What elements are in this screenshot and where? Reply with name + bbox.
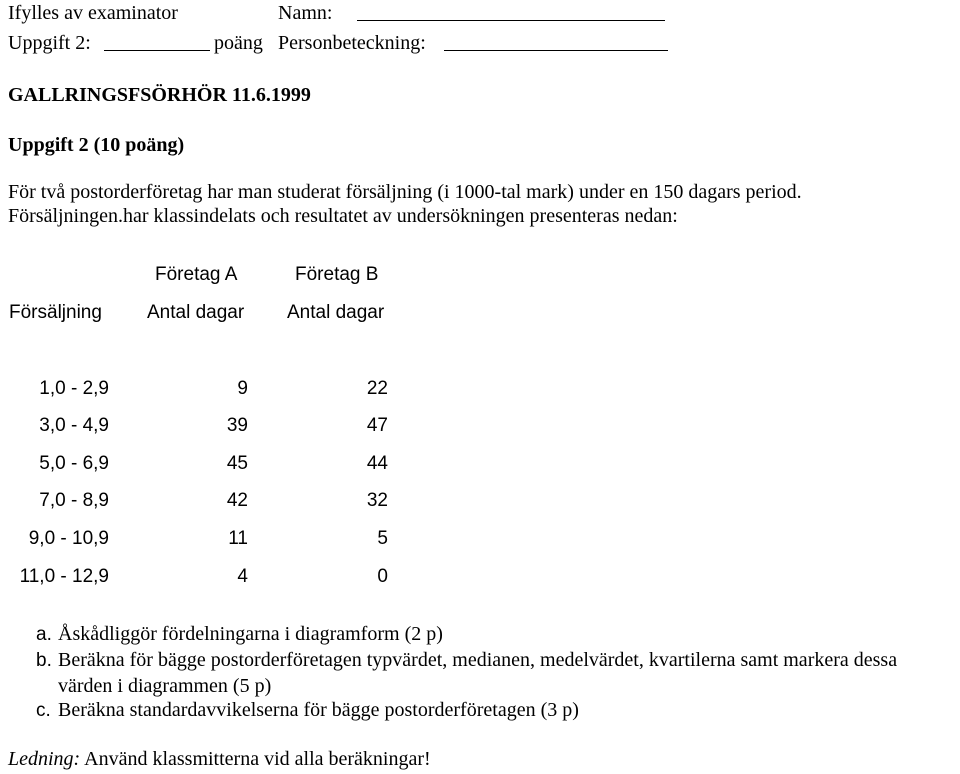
task-c-text: Beräkna standardavvikelserna för bägge postorderföretagen (3 p) (58, 699, 579, 721)
task-a-letter: a. (36, 624, 52, 645)
note-line (8, 748, 431, 771)
sales-column-header: Försäljning (9, 302, 102, 323)
note-label: Ledning: (8, 748, 81, 770)
table-row-a: 45 (226, 453, 248, 474)
task-label: Uppgift 2: (8, 32, 91, 54)
company-b-header: Företag B (295, 264, 379, 285)
table-row-a: 42 (226, 490, 248, 511)
table-row-range: 9,0 - 10,9 (28, 528, 109, 549)
points-line[interactable] (104, 50, 210, 51)
company-a-header: Företag A (155, 264, 238, 285)
days-a-column-header: Antal dagar (147, 302, 245, 323)
table-row-b: 5 (377, 528, 388, 549)
task-c-letter: c. (36, 700, 51, 721)
task-b-text: Beräkna för bägge postorderföretagen typvärdet, medianen, medelvärdet, kvartilerna samt markera dessa (58, 649, 898, 671)
table-row-range: 7,0 - 8,9 (39, 490, 109, 511)
id-line[interactable] (444, 50, 668, 51)
name-label: Namn: (278, 2, 333, 24)
task-b-letter: b. (36, 650, 52, 671)
task-a-text: Åskådliggör fördelningarna i diagramform (2 p) (58, 623, 443, 645)
table-row-a: 11 (228, 528, 248, 549)
intro-line-2: Försäljningen.har klassindelats och resultatet av undersökningen presenteras nedan: (8, 205, 678, 227)
id-label: Personbeteckning: (278, 32, 426, 54)
table-row-b: 0 (377, 566, 388, 587)
table-row-b: 22 (366, 378, 388, 399)
table-row-b: 32 (366, 490, 388, 511)
examiner-label: Ifylles av examinator (8, 2, 178, 24)
table-row-a: 4 (237, 566, 248, 587)
intro-line-1: För två postorderföretag har man studerat försäljning (i 1000-tal mark) under en 150 dagars period. (8, 181, 802, 203)
table-row-range: 3,0 - 4,9 (39, 415, 109, 436)
days-b-column-header: Antal dagar (287, 302, 385, 323)
doc-title: GALLRINGSFSÖRHÖR 11.6.1999 (8, 84, 311, 106)
task-b-text-cont: värden i diagrammen (5 p) (58, 675, 272, 697)
table-row-range: 1,0 - 2,9 (39, 378, 109, 399)
table-row-a: 39 (226, 415, 248, 436)
points-suffix: poäng (214, 32, 263, 54)
name-line[interactable] (357, 20, 665, 21)
table-row-a: 9 (237, 378, 248, 399)
table-row-b: 44 (366, 453, 388, 474)
table-row-range: 11,0 - 12,9 (19, 566, 109, 587)
table-row-range: 5,0 - 6,9 (39, 453, 109, 474)
table-row-b: 47 (366, 415, 388, 436)
note-text: Använd klassmitterna vid alla beräkningar! (84, 748, 431, 770)
task-heading: Uppgift 2 (10 poäng) (8, 134, 185, 156)
